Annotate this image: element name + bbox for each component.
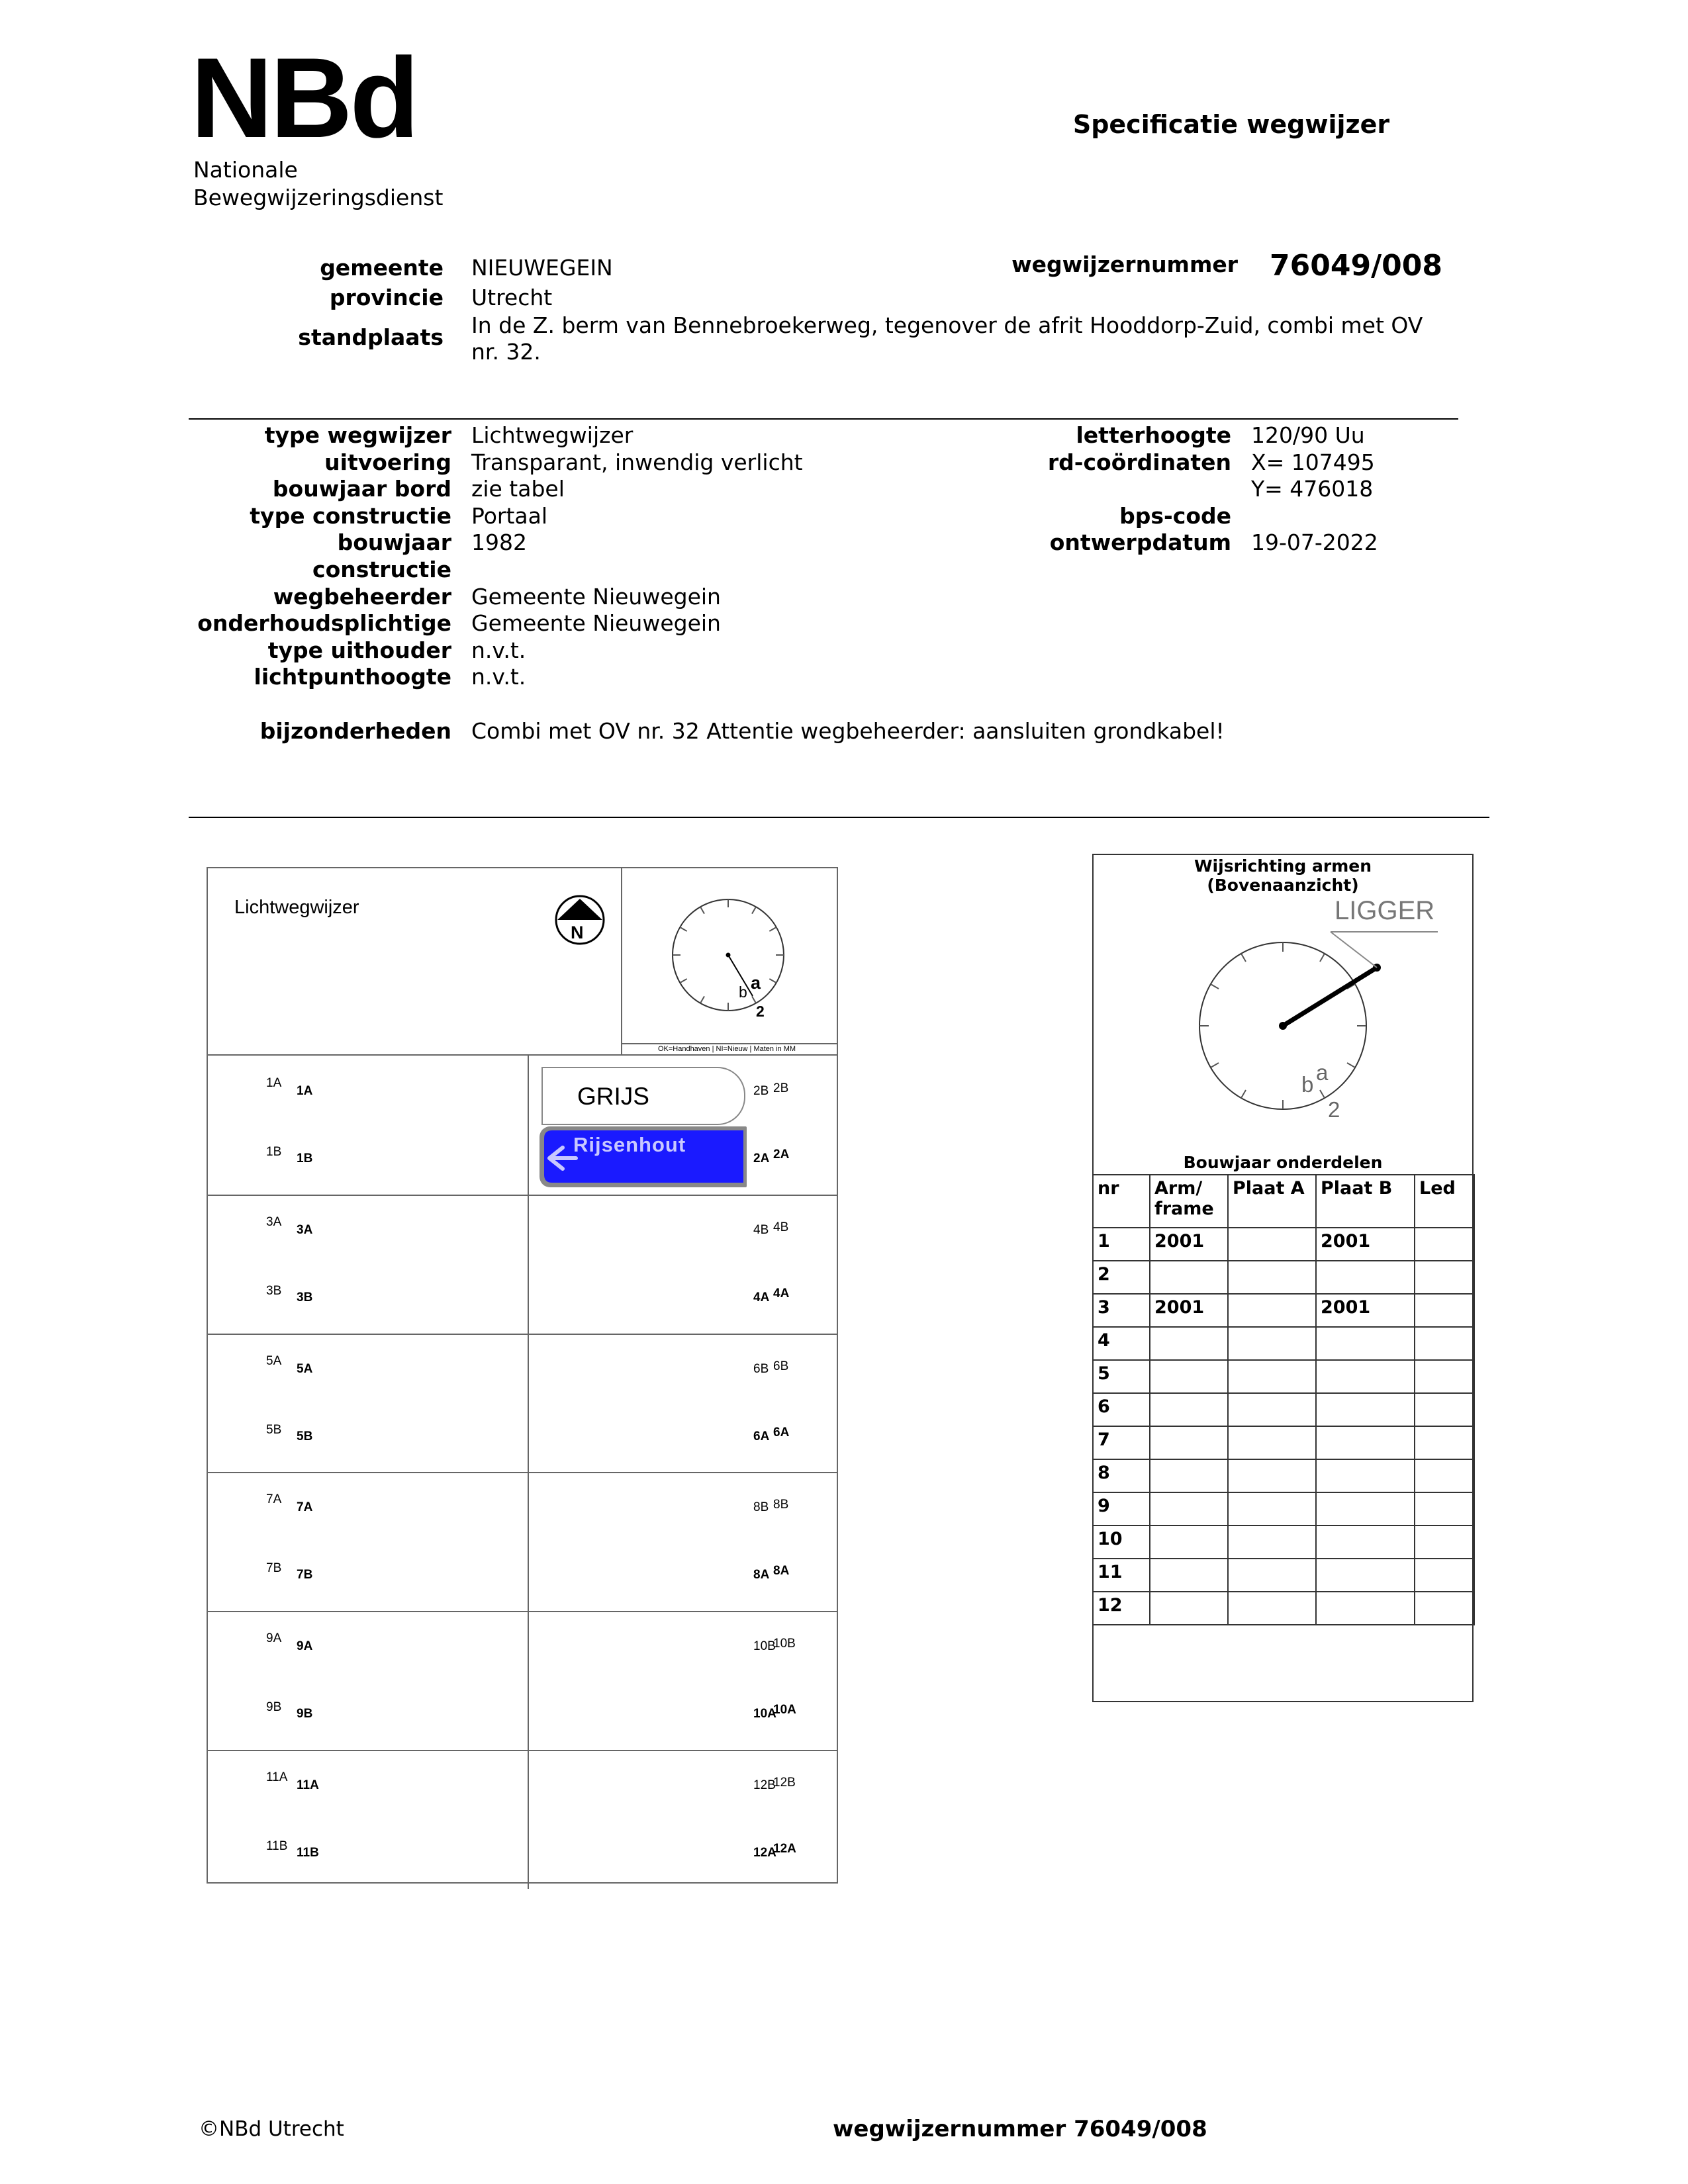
spec-value: Lichtwegwijzer (471, 422, 633, 448)
table-row (1093, 1294, 1474, 1327)
diagram-column-divider (528, 1195, 529, 1334)
small-compass-number: 2 (756, 1003, 765, 1020)
table-cell (1150, 1393, 1228, 1426)
diagram-divider (621, 867, 622, 1056)
table-cell (1316, 1327, 1415, 1360)
table-cell: 3 (1093, 1294, 1150, 1327)
table-cell (1415, 1492, 1474, 1525)
spec-value: Gemeente Nieuwegein (471, 610, 721, 636)
diagram-position-label: 2B (773, 1081, 789, 1095)
separator-rule (189, 817, 1489, 818)
diagram-position-label: 11A (297, 1778, 319, 1792)
dial-tick (1347, 1063, 1355, 1068)
sign-blue-label: Rijsenhout (573, 1133, 686, 1156)
spec-label: type constructie (250, 503, 451, 529)
table-cell (1415, 1261, 1474, 1294)
table-cell (1415, 1592, 1474, 1625)
bijzonderheden-value: Combi met OV nr. 32 Attentie wegbeheerder: aansluiten grondkabel! (471, 718, 1225, 744)
small-compass-a: a (751, 973, 761, 993)
spec-right-value: Y= 476018 (1251, 476, 1374, 502)
dial-tick (700, 996, 704, 1003)
wegwijzernummer-label: wegwijzernummer (1011, 251, 1238, 277)
table-cell (1228, 1294, 1316, 1327)
diagram-position-label: 3A (297, 1223, 313, 1237)
table-cell (1150, 1492, 1228, 1525)
diagram-position-label: 7B (297, 1568, 313, 1582)
diagram-position-label: 11A (266, 1770, 288, 1784)
bouwjaar-table (1092, 1174, 1475, 1625)
diagram-position-label: 8A (753, 1568, 770, 1582)
table-cell (1415, 1459, 1474, 1492)
ligger-label: LIGGER (1335, 896, 1435, 925)
diagram-position-label: 4A (753, 1291, 770, 1304)
diagram-position-label: 7A (297, 1500, 313, 1514)
spec-label: type uithouder (267, 637, 451, 663)
dial-tick (769, 979, 776, 983)
table-cell: 2001 (1316, 1228, 1415, 1261)
diagram-position-label: 1A (297, 1084, 313, 1098)
table-cell (1415, 1294, 1474, 1327)
provincie-label: provincie (329, 285, 444, 310)
table-cell (1316, 1459, 1415, 1492)
spec-right-value: 120/90 Uu (1251, 422, 1365, 448)
dial-tick (769, 927, 776, 931)
diagram-position-label: 6A (773, 1426, 790, 1439)
table-row (1093, 1492, 1474, 1525)
diagram-legend: OK=Handhaven | NI=Nieuw | Maten in MM (657, 1045, 796, 1053)
table-cell: 8 (1093, 1459, 1150, 1492)
diagram-position-label: 4B (753, 1223, 769, 1237)
diagram-column-divider (528, 1472, 529, 1611)
spec-label: onderhoudsplichtige (197, 610, 451, 636)
small-compass-dial (670, 897, 789, 1016)
table-cell: 4 (1093, 1327, 1150, 1360)
diagram-position-label: 10B (753, 1639, 776, 1653)
table-cell (1228, 1360, 1316, 1393)
table-cell (1228, 1228, 1316, 1261)
arms-dial-number: 2 (1328, 1097, 1340, 1122)
table-row (1093, 1228, 1474, 1261)
logo-subtitle-line2: Bewegwijzeringsdienst (193, 185, 444, 210)
table-cell (1228, 1327, 1316, 1360)
bijzonderheden-label: bijzonderheden (259, 718, 451, 744)
table-cell (1228, 1459, 1316, 1492)
table-cell (1316, 1360, 1415, 1393)
diagram-position-label: 12B (773, 1776, 796, 1790)
table-header-cell: Plaat B (1316, 1175, 1415, 1228)
table-cell (1150, 1261, 1228, 1294)
spec-right-label: letterhoogte (1076, 422, 1231, 448)
diagram-position-label: 9B (266, 1700, 282, 1714)
diagram-column-divider (528, 1750, 529, 1889)
table-cell (1415, 1393, 1474, 1426)
provincie-value: Utrecht (471, 285, 553, 310)
diagram-row-divider (207, 1611, 838, 1612)
dial-tick (1241, 954, 1246, 962)
table-cell (1150, 1592, 1228, 1625)
diagram-position-label: 3A (266, 1215, 282, 1229)
diagram-position-label: 1A (266, 1076, 282, 1090)
diagram-position-label: 10B (773, 1637, 796, 1651)
dial-tick (680, 927, 686, 931)
table-row (1093, 1525, 1474, 1559)
diagram-position-label: 5B (297, 1430, 313, 1443)
diagram-position-label: 8A (773, 1564, 790, 1578)
spec-label: constructie (312, 557, 451, 582)
diagram-position-label: 3B (297, 1291, 313, 1304)
spec-label: wegbeheerder (273, 584, 451, 610)
spec-label: uitvoering (324, 449, 451, 475)
nbd-logo: NBd (191, 34, 417, 161)
table-row (1093, 1360, 1474, 1393)
spec-value: Gemeente Nieuwegein (471, 584, 721, 610)
table-cell (1316, 1492, 1415, 1525)
dial-tick (1241, 1090, 1246, 1098)
table-cell (1415, 1228, 1474, 1261)
table-header-cell: Plaat A (1228, 1175, 1316, 1228)
table-cell (1316, 1426, 1415, 1459)
diagram-position-label: 12A (753, 1846, 776, 1860)
table-cell (1150, 1525, 1228, 1559)
dial-tick (752, 907, 756, 913)
table-row (1093, 1559, 1474, 1592)
spec-right-label: ontwerpdatum (1049, 529, 1231, 555)
spec-value: zie tabel (471, 476, 565, 502)
table-cell: 10 (1093, 1525, 1150, 1559)
diagram-row-divider (207, 1195, 838, 1196)
gemeente-label: gemeente (320, 255, 444, 281)
table-header-cell: Led (1415, 1175, 1474, 1228)
arms-title (1092, 857, 1474, 895)
spec-right-label: rd-coördinaten (1047, 449, 1231, 475)
spec-value: 1982 (471, 529, 527, 555)
diagram-position-label: 1B (266, 1145, 282, 1159)
dial-tick (1320, 954, 1325, 962)
table-cell: 5 (1093, 1360, 1150, 1393)
table-cell (1415, 1426, 1474, 1459)
table-cell (1150, 1559, 1228, 1592)
diagram-position-label: 5A (297, 1362, 313, 1376)
diagram-position-label: 2A (753, 1152, 770, 1165)
arms-dial-a: a (1316, 1060, 1329, 1085)
diagram-divider (621, 1043, 838, 1044)
table-header-cell: nr (1093, 1175, 1150, 1228)
dial-tick (680, 979, 686, 983)
diagram-position-label: 11B (297, 1846, 319, 1860)
table-row (1093, 1261, 1474, 1294)
diagram-position-label: 12B (753, 1778, 776, 1792)
table-cell (1228, 1525, 1316, 1559)
table-cell (1316, 1559, 1415, 1592)
table-cell (1415, 1360, 1474, 1393)
table-cell (1415, 1327, 1474, 1360)
dial-tick (1211, 984, 1219, 989)
diagram-position-label: 8B (753, 1500, 769, 1514)
north-label: N (571, 923, 584, 942)
arms-dial-b: b (1301, 1072, 1314, 1097)
diagram-position-label: 7B (266, 1561, 282, 1575)
table-row (1093, 1592, 1474, 1625)
table-cell (1316, 1261, 1415, 1294)
spec-label: bouwjaar (337, 529, 451, 555)
diagram-column-divider (528, 1611, 529, 1750)
dial-tick (1211, 1063, 1219, 1068)
dial-tick (1320, 1090, 1325, 1098)
spec-right-label: bps-code (1119, 503, 1231, 529)
arms-title-line1: Wijsrichting armen (1194, 856, 1372, 876)
diagram-position-label: 2B (753, 1084, 769, 1098)
table-row (1093, 1327, 1474, 1360)
spec-right-value: X= 107495 (1251, 449, 1375, 475)
table-cell (1415, 1559, 1474, 1592)
table-cell (1150, 1426, 1228, 1459)
table-cell (1415, 1525, 1474, 1559)
dial-tick (700, 907, 704, 913)
bouwjaar-table-title: Bouwjaar onderdelen (1183, 1153, 1383, 1172)
spec-value: Transparant, inwendig verlicht (471, 449, 803, 475)
table-row (1093, 1393, 1474, 1426)
logo-subtitle-line1: Nationale (193, 157, 298, 183)
table-cell: 12 (1093, 1592, 1150, 1625)
footer-wegwijzernummer: wegwijzernummer 76049/008 (833, 2116, 1207, 2142)
table-cell: 9 (1093, 1492, 1150, 1525)
document-title: Specificatie wegwijzer (1072, 110, 1390, 139)
diagram-position-label: 4B (773, 1220, 789, 1234)
table-cell (1228, 1559, 1316, 1592)
footer-copyright: ©NBd Utrecht (199, 2117, 344, 2141)
table-cell (1316, 1393, 1415, 1426)
sign-panel-grey (541, 1067, 745, 1125)
diagram-position-label: 1B (297, 1152, 313, 1165)
table-cell (1316, 1592, 1415, 1625)
diagram-column-divider (528, 1334, 529, 1473)
spec-label: lichtpunthoogte (254, 664, 451, 690)
standplaats-label: standplaats (298, 324, 444, 350)
diagram-row-divider (207, 1750, 838, 1751)
table-cell (1228, 1261, 1316, 1294)
diagram-divider (207, 1054, 838, 1056)
table-cell (1150, 1360, 1228, 1393)
table-cell (1228, 1492, 1316, 1525)
table-cell (1228, 1592, 1316, 1625)
diagram-position-label: 9A (266, 1631, 282, 1645)
diagram-position-label: 8B (773, 1498, 789, 1512)
diagram-position-label: 4A (773, 1287, 790, 1300)
table-cell: 2001 (1150, 1294, 1228, 1327)
diagram-position-label: 7A (266, 1492, 282, 1506)
diagram-position-label: 3B (266, 1284, 282, 1298)
spec-label: bouwjaar bord (272, 476, 451, 502)
gemeente-value: NIEUWEGEIN (471, 255, 613, 281)
table-cell (1150, 1327, 1228, 1360)
table-cell (1316, 1525, 1415, 1559)
table-header-cell: Arm/ frame (1150, 1175, 1228, 1228)
table-cell: 1 (1093, 1228, 1150, 1261)
table-header-row (1093, 1175, 1474, 1228)
table-cell: 11 (1093, 1559, 1150, 1592)
diagram-position-label: 10A (773, 1703, 796, 1717)
sign-grey-label: GRIJS (577, 1083, 649, 1110)
diagram-position-label: 10A (753, 1707, 776, 1721)
standplaats-value-line1: In de Z. berm van Bennebroekerweg, tegenover de afrit Hooddorp-Zuid, combi met OV (471, 312, 1423, 338)
diagram-position-label: 9A (297, 1639, 313, 1653)
spec-value: n.v.t. (471, 664, 526, 690)
diagram-position-label: 2A (773, 1148, 790, 1161)
standplaats-value-line2: nr. 32. (471, 339, 541, 365)
spec-label: type wegwijzer (264, 422, 451, 448)
table-cell (1228, 1393, 1316, 1426)
table-cell: 2 (1093, 1261, 1150, 1294)
diagram-position-label: 6B (773, 1359, 789, 1373)
diagram-position-label: 11B (266, 1839, 288, 1853)
table-cell (1150, 1459, 1228, 1492)
wegwijzernummer-value: 76049/008 (1270, 249, 1442, 283)
diagram-position-label: 12A (773, 1842, 796, 1856)
table-row (1093, 1426, 1474, 1459)
diagram-row-divider (207, 1472, 838, 1473)
diagram-position-label: 5B (266, 1423, 282, 1437)
spec-value: Portaal (471, 503, 548, 529)
diagram-title: Lichtwegwijzer (234, 897, 359, 918)
separator-rule (189, 418, 1458, 420)
table-row (1093, 1459, 1474, 1492)
table-cell: 6 (1093, 1393, 1150, 1426)
diagram-position-label: 6A (753, 1430, 770, 1443)
diagram-position-label: 9B (297, 1707, 313, 1721)
table-cell: 2001 (1316, 1294, 1415, 1327)
spec-right-value: 19-07-2022 (1251, 529, 1378, 555)
arms-title-line2: (Bovenaanzicht) (1207, 875, 1359, 895)
table-cell (1228, 1426, 1316, 1459)
table-cell: 7 (1093, 1426, 1150, 1459)
diagram-row-divider (207, 1334, 838, 1335)
table-cell: 2001 (1150, 1228, 1228, 1261)
small-compass-b: b (739, 983, 747, 1001)
diagram-position-label: 5A (266, 1354, 282, 1368)
spec-value: n.v.t. (471, 637, 526, 663)
diagram-position-label: 6B (753, 1362, 769, 1376)
diagram-column-divider (528, 1056, 529, 1195)
